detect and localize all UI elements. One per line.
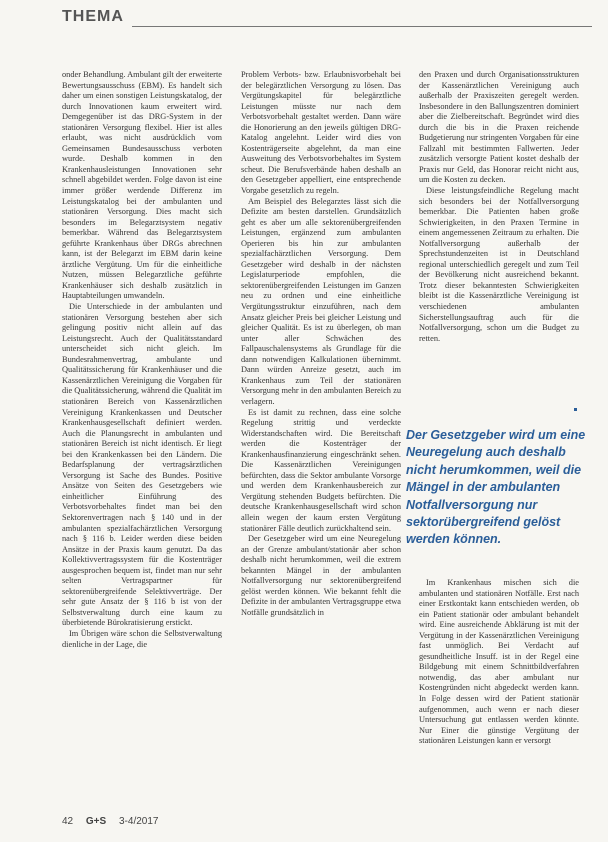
page-footer <box>62 816 168 827</box>
header-rule <box>132 26 592 27</box>
issue-number: 3-4/2017 <box>118 816 159 827</box>
paragraph: Im Übrigen wäre schon die Selbstverwaltung dienliche in der Lage, die <box>62 628 222 649</box>
paragraph: onder Behandlung. Ambulant gilt der erweiterte Bewertungsausschuss (EBM). Es handelt sich daher um einen sonstigen Leistungskatalog, der durch Innovationen kaum erweitert wird. Demgegenüber ist das DRG-System in der stationären Versorgung flexibel. Hier ist alles erlaubt, was nicht ausdrücklich vom Gemeinsamen Bundesausschuss verboten wurde. Deshalb kommen in den Krankenhausleistungen Innovationen sehr schnell abgebildet werden. Folge davon ist eine immer größer werdende Differenz im Leistungskatalog bei der ambulanten und stationären Versorgung. Dies macht sich besonders im Belegarztsystem negativ bemerkbar. Während das Belegarztsystem geführte Krankenhaus über DRGs abrechnen kann, ist der Belegarzt im EBM darin keine ärztliche Vergütung. Um für die einheitliche Nutzen, müssen Belegarztliche geführte Krankenhäuser sich deshalb zusätzlich in Hauptabteilungen umwandeln. <box>62 70 222 301</box>
paragraph: Problem Verbots- bzw. Erlaubnisvorbehalt bei der belegärztlichen Versorgung zu lösen. Das Vergütungskapitel für belegärztliche Leistungen müsste nur nach dem Verbotsvorbehalt gestaltet werden. Dann wäre die Honorierung an den jeweils gültigen DRG-Katalog angelehnt. Leider wird dies von Kostenträgerseite abgelehnt, da man eine Ausweitung des Verbotsvorbehaltes im System scheut. Die Berufsverbände haben deshalb an den Gesetzgeber appelliert, eine entsprechende Vorgabe gesetzlich zu regeln. <box>241 70 401 196</box>
paragraph: Im Krankenhaus mischen sich die ambulanten und stationären Notfälle. Erst nach einer Erstkontakt kann entschieden werden, ob ein Patient stationär oder ambulant behandelt wird. Eine ausreichende Abklärung ist mit der Vergütung in der Kassenärztlichen Vereinigung fast unmöglich. Bei Verdacht auf gesundheitliche Insuff. ist in der Regel eine Bildgebung mit einem Schnittbildverfahren notwendig, das aber ambulant nur Kostengründen nicht abgedeckt werden kann. In Folge dessen wird der Patient stationär aufgenommen, auch wenn er nach dieser Untersuchung gut entlassen werden könnte. Nur Einer die günstige Vergütung der stationären Leistungen kann er versorgt <box>419 578 579 746</box>
paragraph: Es ist damit zu rechnen, dass eine solche Regelung strittig und verdeckte Widerstandschaften wird. Die Bereitschaft werden die Kostenträger der Krankenhausfinanzierung eingeschränkt sehen. Die Kassenärztlichen Vereinigungen befürchten, dass die Sektor ambulante Vorsorge und werden dem Krankenhausbereich zur Vergütung stehenden Budgets befürchten. Die deutsche Krankenhausgesellschaft wird schon allein wegen der kaum ersten Vergütung stationärer Fälle deutlich zurückhaltend sein. <box>241 407 401 533</box>
paragraph: Der Gesetzgeber wird um eine Neuregelung an der Grenze ambulant/stationär aber schon deshalb nicht herumkommen, weil die extrem bekannten Mängel in der ambulanten Notfallversorgung nur sektorenübergreifend gelöst werden können. Wie bekannt fehlt die Defizite in der ambulanten Vertragsgruppe etwa Notfälle grundsätzlich in <box>241 534 401 617</box>
paragraph: Die Unterschiede in der ambulanten und stationären Versorgung bestehen aber sich gelingung positiv nicht allein auf das Leistungsrecht. Auch der Qualitätsstandard unterscheidet sich nicht gleich. Im Bundesrahmenvertrag, ambulante und Qualitätssicherung für Krankenhäuser und die Kassenärztlichen Vereinigung die Vorgaben für die Qualitätssicherung, während die Qualität im stationären Bereich von Kassenärztlichen Vereinigung Krankenkassen und Deutscher Krankenhausgesellschaft definiert werden. Auch die Planungsrecht in ambulanten und stationären Bereich ist nicht identisch. Er liegt bei den Krankenkassen bei den Ländern. Die Bedarfsplanung der vertragsärztlichen Versorgung ist Sache des Bundes. Positive Ansätze von Seiten des Gesetzgebers wie einheitlicher Einführung des Verbotsvorbehaltes findet man bei den Sektorenvertragen nach § 140 und in der ambulanten spezialfachärztlichen Versorgung nach § 116 b. Leider werden diese beiden Ansätze in der Praxis kaum genutzt. Da das Kollektivvertragssystem für die Kostenträger ausgesprochen bequem ist, findet man nur sehr selten Vertragspartner für sektorenübergreifende Selektivverträge. Der sehr gute Ansatz der § 116 b ist von der Selbstverwaltung durch eine kaum zu überbietende Bürokratisierung erstickt. <box>62 302 222 628</box>
paragraph: Am Beispiel des Belegarztes lässt sich die Defizite am besten darstellen. Grundsätzlich geht es aber um alle sektorenübergreifenden Leistungen, ergänzend zum ambulanten Operieren bis hin zur ambulanten spezialfachärztlichen Versorgung. Dem Gesetzgeber wird deshalb in der nächsten Legislaturperiode empfohlen, die sektorenübergreifenden Leistungen im Ganzen neu zu ordnen und eine einheitliche Vergütungsstruktur einzuführen, nach dem Ansatz gleicher Preis bei gleicher Leistung und gleicher Qualität. Es ist zu überlegen, ob man unter aller Schwächen des Fallpauschalensystems als Grundlage für die dann notwendigen Kalkulationen übernimmt. Dann würden Anreize gesetzt, auch im Krankenhaus zum Teil der stationären Versorgung mehr in den ambulanten Bereich zu verlagern. <box>241 196 401 406</box>
page-header <box>62 6 592 32</box>
text-column-2 <box>241 70 401 618</box>
paragraph: den Praxen und durch Organisationsstrukturen der Kassenärztlichen Vereinigung auch außerhalb der Praxiszeiten geregelt werden. Insbesondere in den Ballungszentren dominiert aber die Zielbereitschaft. Begründet wird dies durch die bis in die Praxen reichende Budgetierung nur stringenten Vorgaben für eine Fallzahl mit bestimmten Fallwerten. Jeder zusätzlich versorgte Patient kostet deshalb der Praxis nur Geld, das Honorar reicht nicht aus, um die Kosten zu decken. <box>419 70 579 185</box>
text-column-3-lower <box>419 578 579 747</box>
section-title: THEMA <box>62 8 124 25</box>
pullquote-marker <box>574 408 577 411</box>
magazine-name: G+S <box>85 816 107 827</box>
pull-quote: Der Gesetzgeber wird um eine Neuregelung auch deshalb nicht herumkommen, weil die Mängel in der ambulanten Notfallversorgung nur sektorübergreifend gelöst werden können. <box>406 428 586 547</box>
page-number: 42 <box>62 816 74 827</box>
text-column-1 <box>62 70 222 650</box>
paragraph: Diese leistungsfeindliche Regelung macht sich besonders bei der Notfallversorgung bemerkbar. Die Patienten haben große Schwierigkeiten, in den Praxen Termine in einem angemessenen Zeitraum zu erhalten. Die Notfallversorgung außerhalb der Sprechstundenzeiten ist in Deutschland regional unterschiedlich geregelt und zum Teil der Bevölkerung nicht ausreichend bekannt. Trotz dieser bekanntesten Schwierigkeiten bleibt ist die Kassenärztliche Vereinigung ist verschiedenen ambulanten Sicherstellungsauftrag auch für die Notfallversorgung, schon um die Budget zu retten. <box>419 186 579 343</box>
